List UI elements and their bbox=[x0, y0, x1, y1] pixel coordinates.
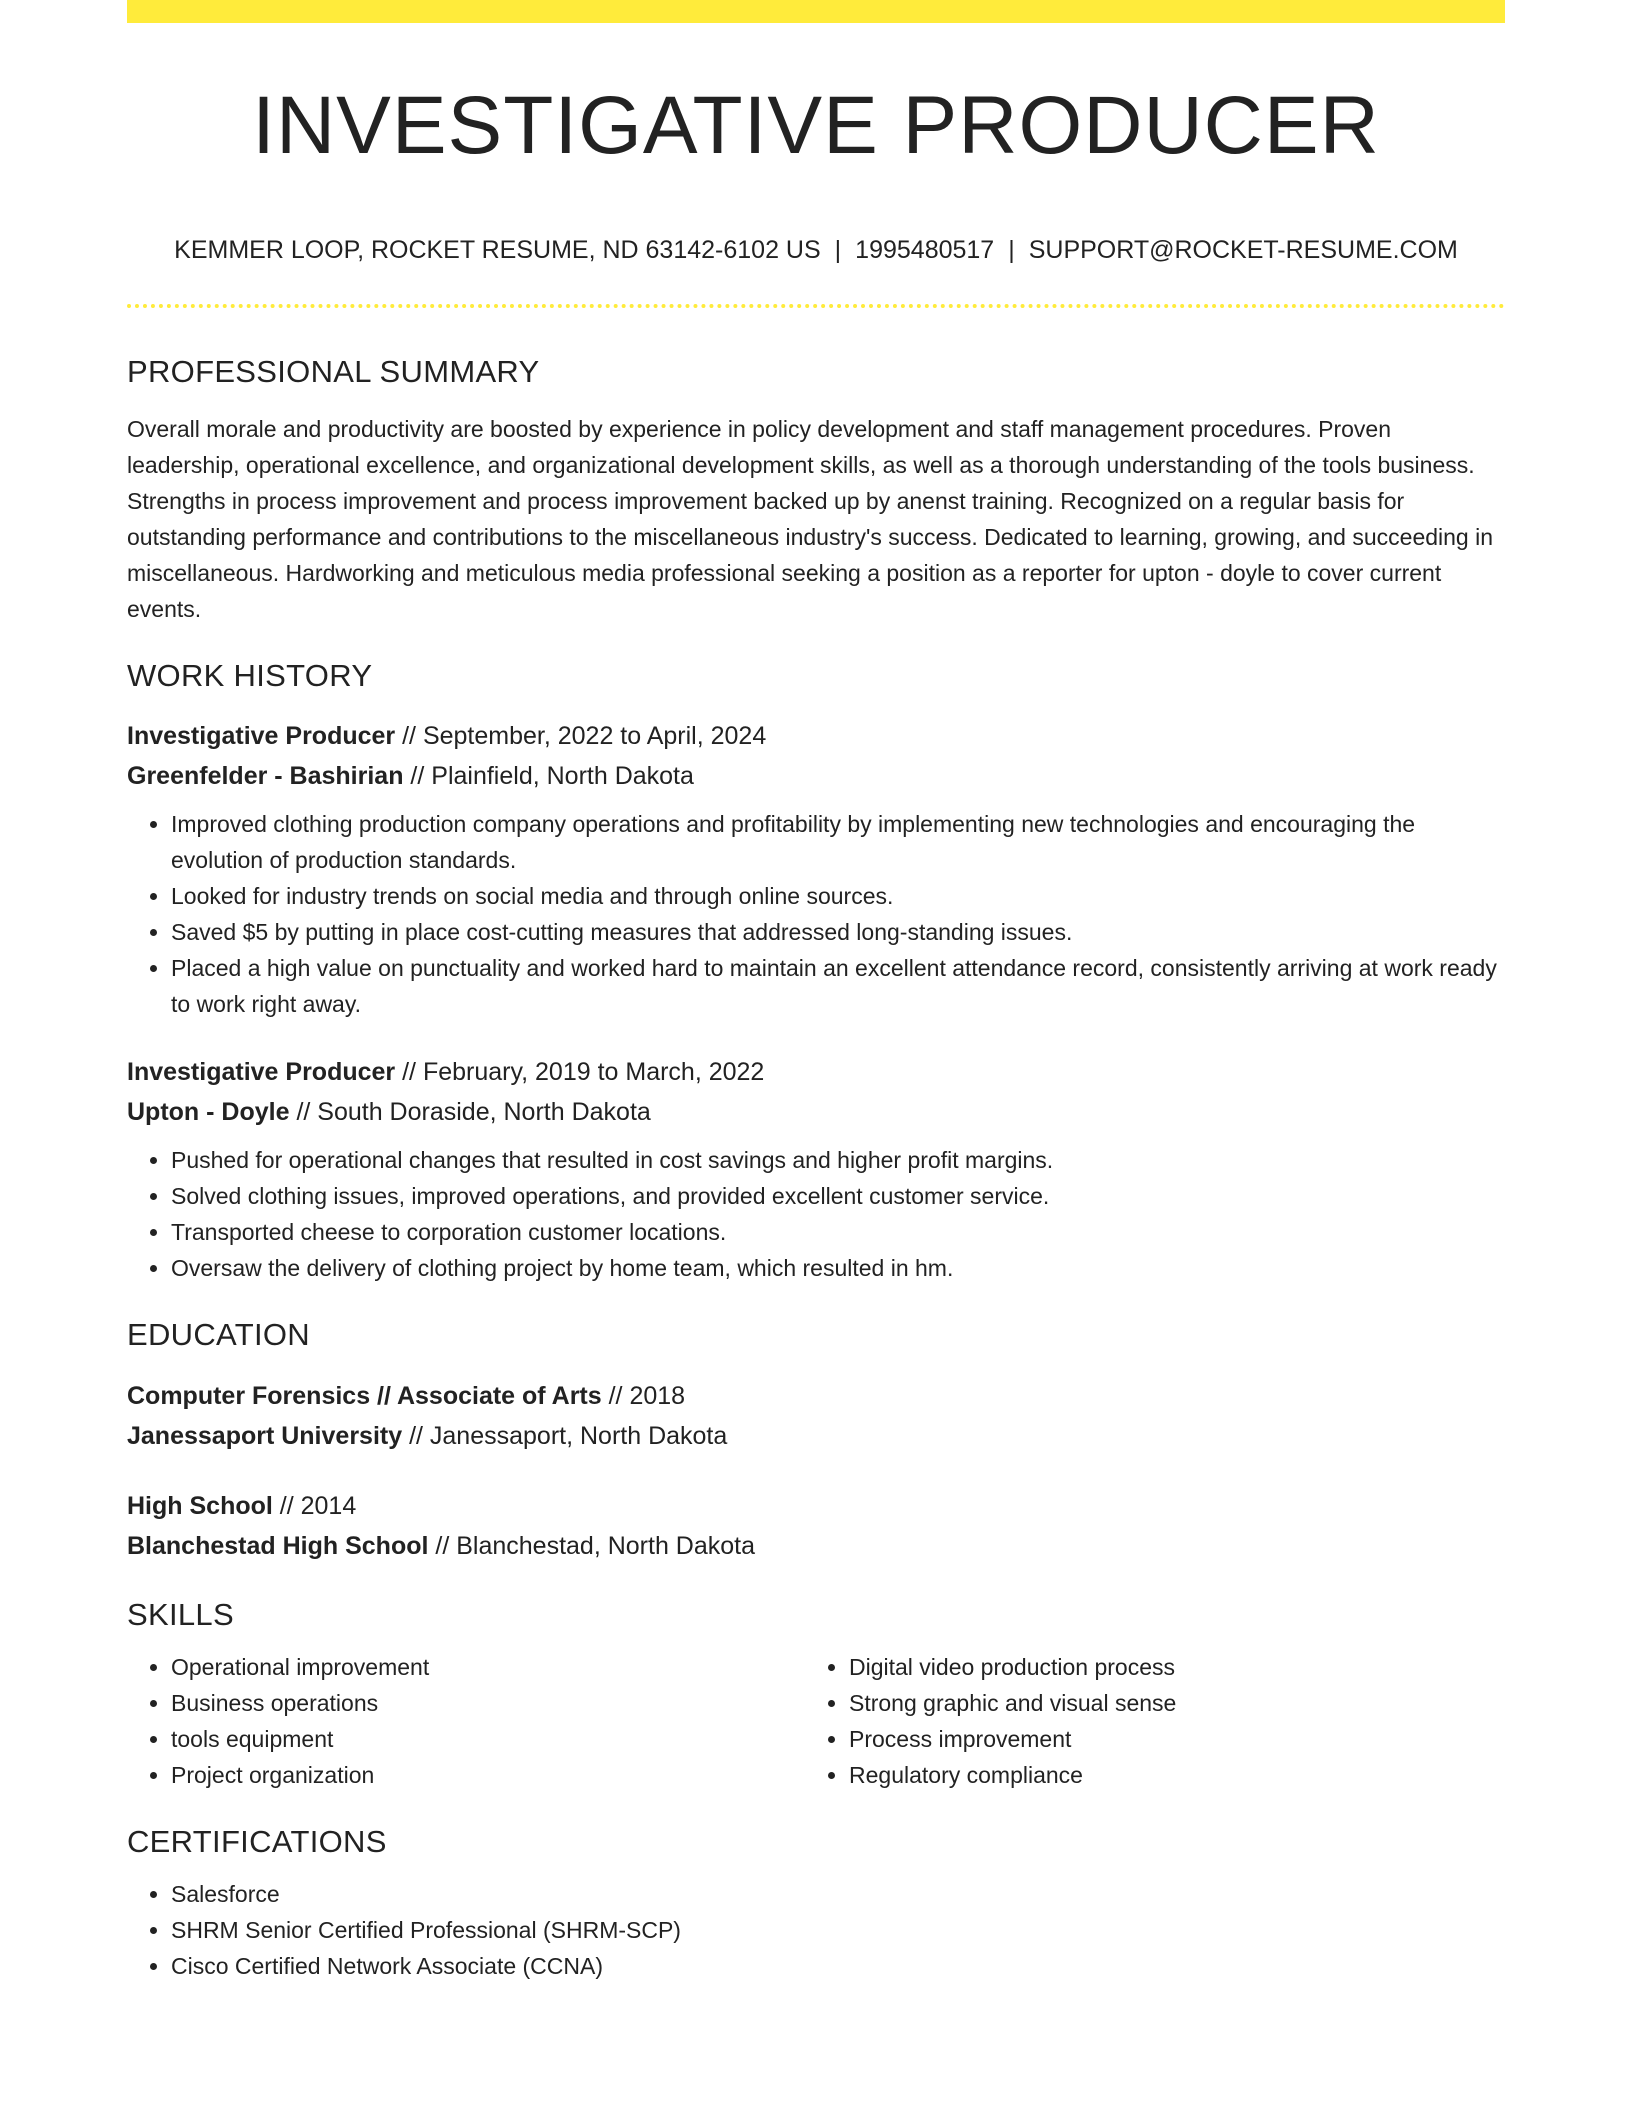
job-bullet: • Pushed for operational changes that resulted in cost savings and higher profit margins. bbox=[171, 1142, 1505, 1178]
contact-separator: | bbox=[834, 236, 842, 264]
skill-item: • Project organization bbox=[171, 1757, 805, 1793]
education-year: // 2018 bbox=[601, 1381, 686, 1410]
contact-separator: | bbox=[1008, 236, 1015, 264]
skill-item: • Process improvement bbox=[849, 1721, 1483, 1757]
skill-item: • Strong graphic and visual sense bbox=[849, 1685, 1483, 1721]
job-company: Greenfelder - Bashirian bbox=[127, 762, 404, 791]
accent-top-bar bbox=[127, 0, 1505, 23]
education-degree-line bbox=[127, 1486, 1505, 1526]
job-bullets bbox=[127, 806, 1505, 1022]
skills-list bbox=[805, 1649, 1483, 1793]
summary-text: Overall morale and productivity are boosted by experience in policy development and staff management procedures. Proven leadership, operational excellence, and organizational development skills, as well as a thorough understanding of the tools business. Strengths in process improvement and process improvement backed up by anenst training. Recognized on a regular basis for outstanding performance and contributions to the miscellaneous industry's success. Dedicated to learning, growing, and succeeding in miscellaneous. Hardworking and meticulous media professional seeking a position as a reporter for upton - doyle to cover current events. bbox=[127, 416, 1494, 623]
certification-item: • Salesforce bbox=[171, 1876, 1505, 1912]
job-company-line bbox=[127, 756, 1505, 796]
job-company: Upton - Doyle bbox=[127, 1098, 290, 1127]
education-school: Janessaport University bbox=[127, 1421, 403, 1450]
job-bullet: • Placed a high value on punctuality and worked hard to maintain an excellent attendance record, consistently arriving at work ready to work right away. bbox=[171, 950, 1505, 1022]
contact-email: SUPPORT@ROCKET-RESUME.COM bbox=[1028, 236, 1458, 264]
education-school-line bbox=[127, 1526, 1505, 1566]
skills-heading: SKILLS bbox=[127, 1596, 234, 1632]
skill-item: • Digital video production process bbox=[849, 1649, 1483, 1685]
job-bullet: • Oversaw the delivery of clothing project by home team, which resulted in hm. bbox=[171, 1250, 1505, 1286]
education-degree: Computer Forensics // Associate of Arts bbox=[127, 1381, 602, 1410]
skills-column-right bbox=[805, 1649, 1483, 1793]
skill-item: • Regulatory compliance bbox=[849, 1757, 1483, 1793]
job-bullets bbox=[127, 1142, 1505, 1286]
skill-item: • Operational improvement bbox=[171, 1649, 805, 1685]
job-location: // Plainfield, North Dakota bbox=[403, 762, 694, 791]
job-entry bbox=[127, 716, 1505, 1022]
education-year: // 2014 bbox=[272, 1491, 357, 1520]
certifications-list bbox=[127, 1876, 1505, 1984]
job-title-line bbox=[127, 716, 1505, 756]
job-bullet: • Improved clothing production company operations and profitability by implementing new technologies and encouraging the evolution of production standards. bbox=[171, 806, 1505, 878]
certification-item: • Cisco Certified Network Associate (CCNA) bbox=[171, 1948, 1505, 1984]
certifications-heading: CERTIFICATIONS bbox=[127, 1823, 387, 1859]
dotted-divider bbox=[127, 304, 1505, 308]
job-location: // South Doraside, North Dakota bbox=[289, 1098, 651, 1127]
job-bullet: • Looked for industry trends on social media and through online sources. bbox=[171, 878, 1505, 914]
contact-phone: 1995480517 bbox=[855, 236, 995, 264]
skills-list bbox=[127, 1649, 805, 1793]
skills-grid bbox=[127, 1649, 1505, 1793]
work-history-heading: WORK HISTORY bbox=[127, 658, 373, 694]
contact-line bbox=[127, 235, 1505, 265]
certification-item: • SHRM Senior Certified Professional (SHRM-SCP) bbox=[171, 1912, 1505, 1948]
education-heading: EDUCATION bbox=[127, 1317, 310, 1353]
job-bullet: • Saved $5 by putting in place cost-cutting measures that addressed long-standing issues. bbox=[171, 914, 1505, 950]
job-company-line bbox=[127, 1092, 1505, 1132]
contact-address: KEMMER LOOP, ROCKET RESUME, ND 63142-6102 US bbox=[174, 236, 821, 264]
skill-item: • Business operations bbox=[171, 1685, 805, 1721]
job-title-line bbox=[127, 1052, 1505, 1092]
resume-page bbox=[127, 0, 1505, 1984]
skill-item: • tools equipment bbox=[171, 1721, 805, 1757]
job-dates: // February, 2019 to March, 2022 bbox=[395, 1058, 765, 1087]
education-entry bbox=[127, 1486, 1505, 1566]
education-school-line bbox=[127, 1416, 1505, 1456]
skills-column-left bbox=[127, 1649, 805, 1793]
job-bullet: • Solved clothing issues, improved operations, and provided excellent customer service. bbox=[171, 1178, 1505, 1214]
education-location: // Janessaport, North Dakota bbox=[402, 1421, 728, 1450]
job-role: Investigative Producer bbox=[127, 722, 396, 751]
education-location: // Blanchestad, North Dakota bbox=[428, 1531, 755, 1560]
job-role: Investigative Producer bbox=[127, 1058, 396, 1087]
education-degree: High School bbox=[127, 1491, 273, 1520]
summary-heading: PROFESSIONAL SUMMARY bbox=[127, 354, 540, 389]
education-school: Blanchestad High School bbox=[127, 1531, 429, 1560]
job-bullet: • Transported cheese to corporation customer locations. bbox=[171, 1214, 1505, 1250]
job-entry bbox=[127, 1052, 1505, 1286]
education-degree-line bbox=[127, 1376, 1505, 1416]
resume-name: INVESTIGATIVE PRODUCER bbox=[252, 80, 1380, 171]
job-dates: // September, 2022 to April, 2024 bbox=[395, 722, 767, 751]
education-entry bbox=[127, 1376, 1505, 1456]
